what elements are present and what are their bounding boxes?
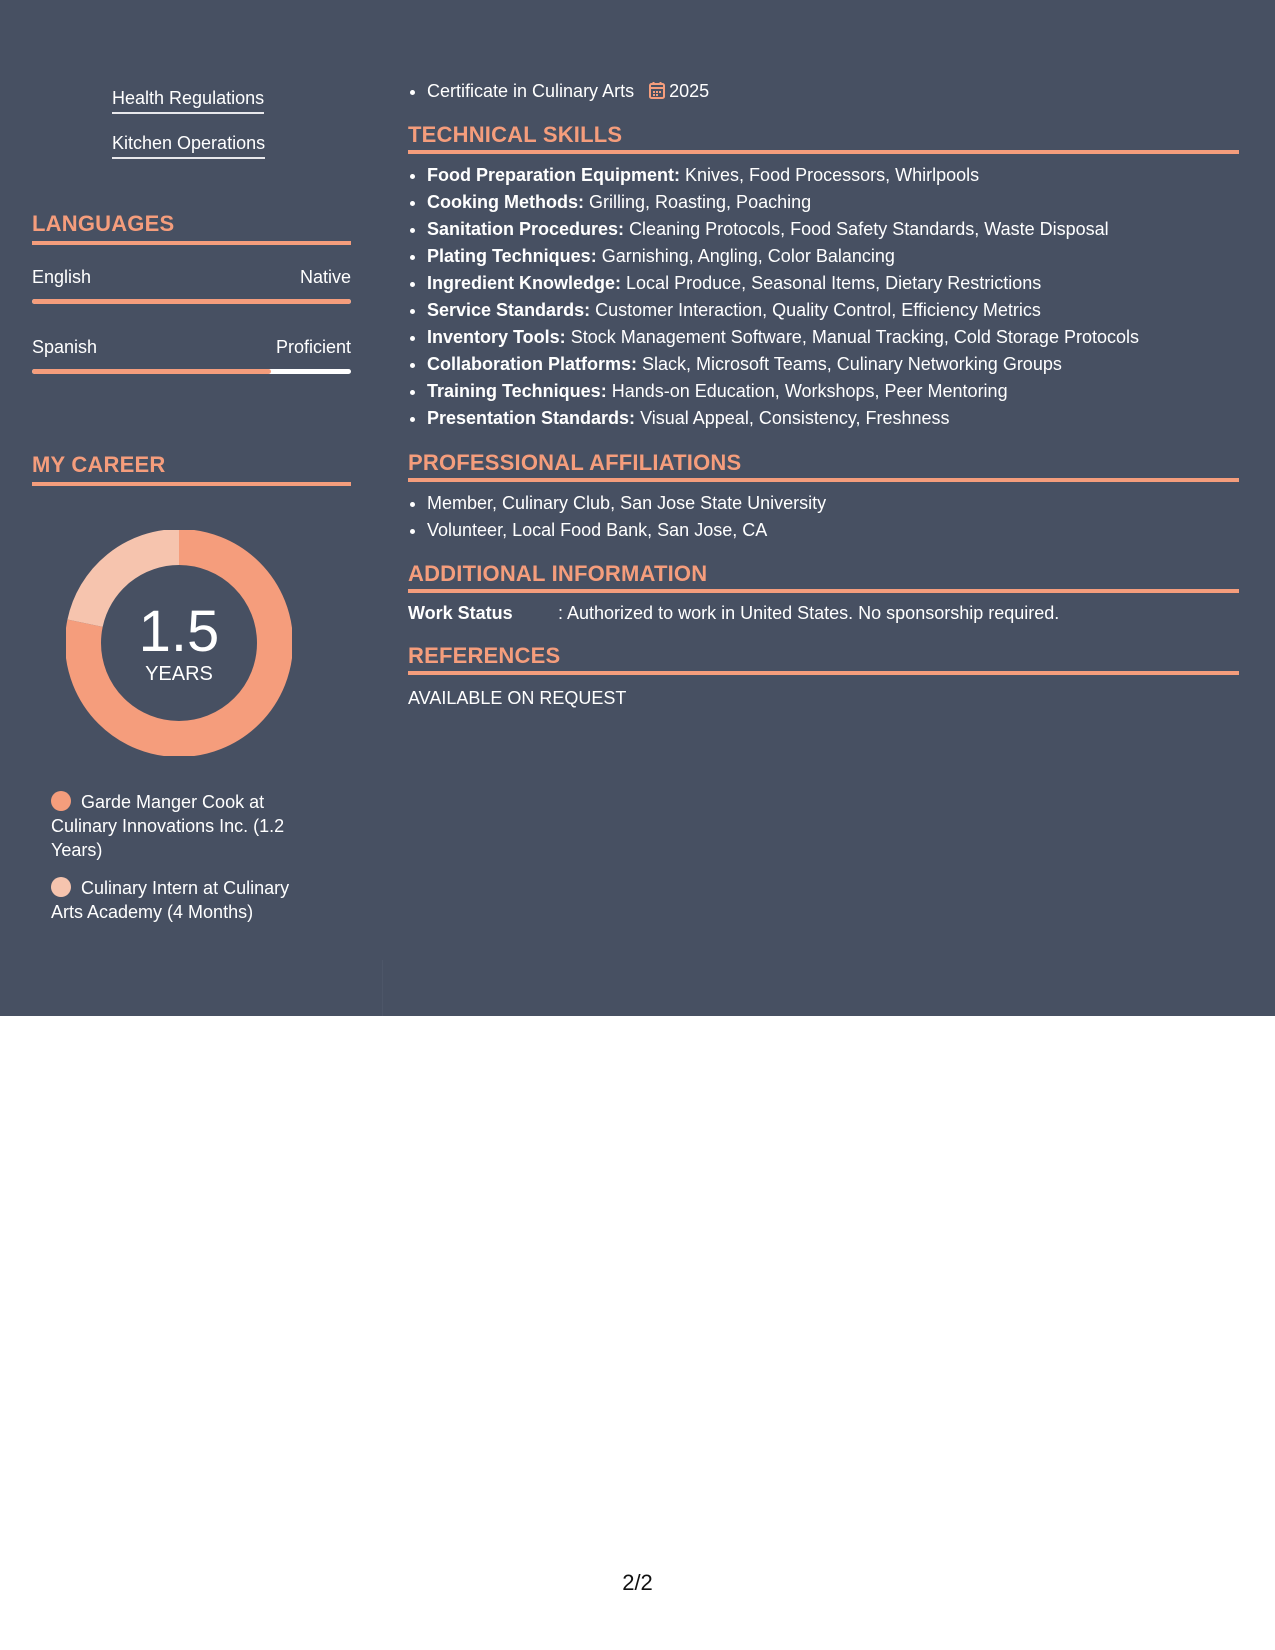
skill-values: Customer Interaction, Quality Control, Efficiency Metrics (595, 300, 1041, 320)
languages-heading: LANGUAGES (32, 211, 351, 245)
skill-health-regulations: Health Regulations (112, 88, 264, 114)
work-status-value: : Authorized to work in United States. No sponsorship required. (558, 603, 1060, 623)
skill-category: Service Standards: (427, 300, 591, 320)
skill-category: Food Preparation Equipment: (427, 165, 681, 185)
language-level: Native (299, 267, 351, 287)
work-status-label: Work Status (408, 603, 513, 623)
skill-category: Inventory Tools: (427, 327, 566, 347)
technical-skills-heading: TECHNICAL SKILLS (408, 122, 1239, 154)
skill-values: Garnishing, Angling, Color Balancing (601, 246, 895, 266)
career-total-unit: YEARS (145, 663, 213, 685)
skill-values: Hands-on Education, Workshops, Peer Mentoring (611, 381, 1008, 401)
list-item (427, 324, 1258, 351)
career-item (51, 790, 316, 862)
language-proficiency-bar (32, 369, 351, 374)
list-item (427, 270, 1258, 297)
language-proficiency-fill (32, 299, 351, 304)
calendar-icon (649, 81, 665, 99)
language-name: English (32, 267, 92, 287)
references-heading: REFERENCES (408, 643, 1239, 675)
affiliations-heading: PROFESSIONAL AFFILIATIONS (408, 450, 1239, 482)
certificate-name: Certificate in Culinary Arts (427, 81, 635, 101)
list-item (427, 243, 1258, 270)
list-item (427, 405, 1258, 432)
skill-values: Knives, Food Processors, Whirlpools (685, 165, 980, 185)
skill-values: Grilling, Roasting, Poaching (589, 192, 812, 212)
skill-category: Plating Techniques: (427, 246, 597, 266)
list-item (427, 78, 1258, 105)
skill-values: Local Produce, Seasonal Items, Dietary Restrictions (626, 273, 1042, 293)
list-item (427, 297, 1258, 324)
career-donut-chart (66, 530, 292, 756)
language-proficiency-fill (32, 369, 271, 374)
certificate-list (408, 78, 1258, 105)
skill-values: Slack, Microsoft Teams, Culinary Networking Groups (642, 354, 1062, 374)
certificate-year: 2025 (669, 81, 710, 101)
list-item (427, 162, 1258, 189)
career-item-label: Garde Manger Cook at Culinary Innovations Inc. (1.2 Years) (51, 792, 285, 860)
career-heading: MY CAREER (32, 452, 351, 486)
skill-values: Cleaning Protocols, Food Safety Standards, Waste Disposal (629, 219, 1109, 239)
affiliations-list (408, 490, 1258, 544)
work-status-row (408, 603, 1239, 624)
page-number: 2/2 (622, 1570, 653, 1595)
skill-category: Ingredient Knowledge: (427, 273, 622, 293)
list-item (427, 378, 1258, 405)
career-total-years: 1.5 (138, 599, 220, 664)
skill-category: Training Techniques: (427, 381, 607, 401)
list-item (427, 351, 1258, 378)
skill-kitchen-operations: Kitchen Operations (112, 133, 265, 159)
career-item-label: Culinary Intern at Culinary Arts Academy (4 Months) (51, 878, 290, 922)
list-item: • Volunteer, Local Food Bank, San Jose, CA (427, 517, 1258, 544)
skill-category: Collaboration Platforms: (427, 354, 638, 374)
skill-category: Sanitation Procedures: (427, 219, 625, 239)
list-item: • Member, Culinary Club, San Jose State University (427, 490, 1258, 517)
legend-dot-icon (51, 877, 71, 897)
technical-skills-list (408, 162, 1258, 432)
language-proficiency-bar (32, 299, 351, 304)
references-value: AVAILABLE ON REQUEST (408, 688, 627, 708)
skill-values: Visual Appeal, Consistency, Freshness (640, 408, 950, 428)
skill-category: Presentation Standards: (427, 408, 636, 428)
list-item (427, 189, 1258, 216)
language-level: Proficient (275, 337, 351, 357)
language-name: Spanish (32, 337, 98, 357)
column-divider (382, 960, 383, 1016)
skill-category: Cooking Methods: (427, 192, 584, 212)
list-item (427, 216, 1258, 243)
skill-values: Stock Management Software, Manual Tracking, Cold Storage Protocols (570, 327, 1139, 347)
legend-dot-icon (51, 791, 71, 811)
additional-info-heading: ADDITIONAL INFORMATION (408, 561, 1239, 593)
career-item (51, 876, 316, 924)
